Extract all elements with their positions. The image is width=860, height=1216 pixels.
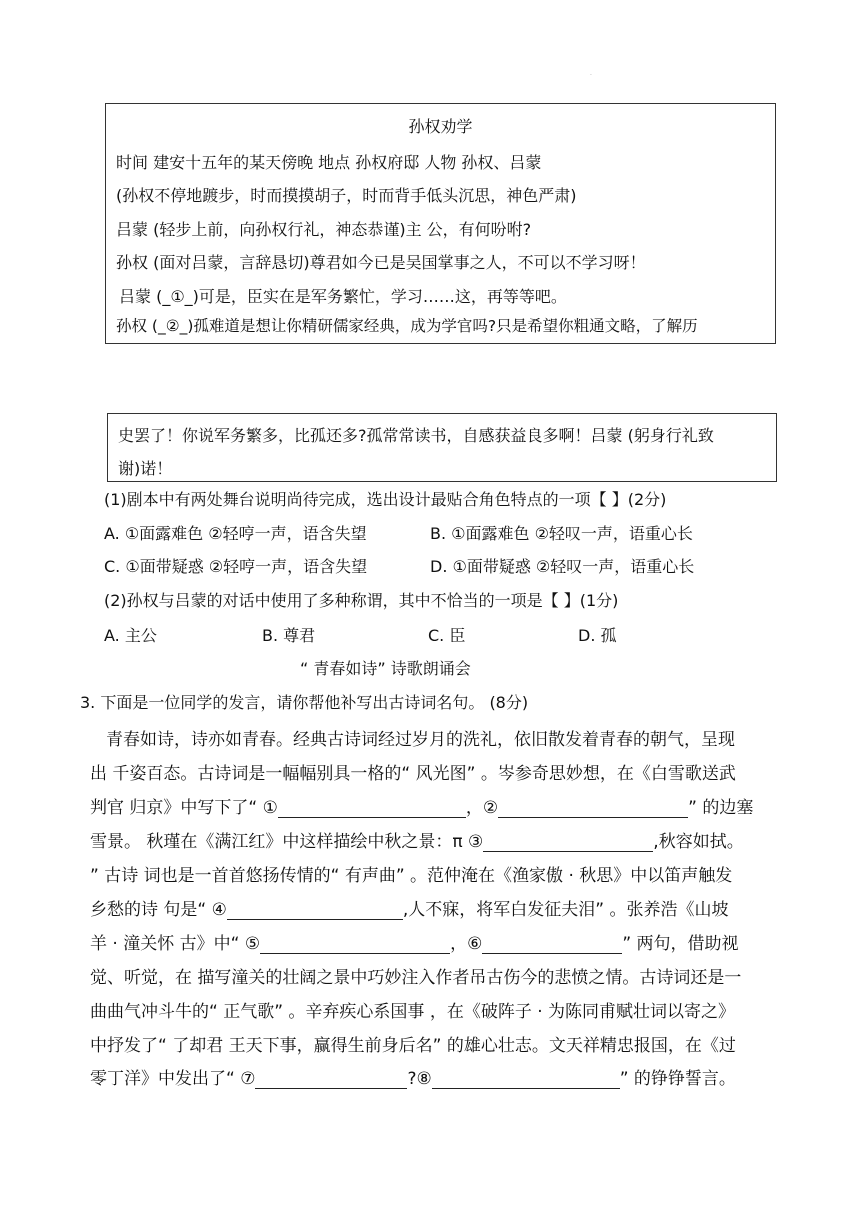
passage-line-7-text-a: 羊 · 潼关怀 古》中“ ⑤	[90, 934, 261, 954]
question-2: (2)孙权与吕蒙的对话中使用了多种称谓，其中不恰当的一项是【 】(1分)	[104, 591, 619, 610]
blank-8[interactable]	[432, 1070, 620, 1089]
blank-2[interactable]	[498, 799, 688, 818]
scan-speck: .	[590, 70, 592, 77]
passage-line-5: ” 古诗 词也是一首首悠扬传情的“ 有声曲” 。范仲淹在《渔家傲 · 秋思》中以笛声触发	[90, 866, 733, 886]
blank-1[interactable]	[278, 799, 466, 818]
passage-line-3-text-b: ，②	[465, 798, 499, 818]
script-line-4: 孙权 (_②_)孤难道是想让你精研儒家经典，成为学官吗?只是希望你粗通文略，了解历	[116, 317, 698, 335]
continuation-line-2: 谢)诺！	[118, 459, 173, 478]
question-1-option-c: C. ①面带疑惑 ②轻哼一声，语含失望	[104, 557, 368, 576]
passage-line-4-text-b: ,秋容如拭。	[653, 832, 744, 852]
question-3-prompt: 3. 下面是一位同学的发言，请你帮他补写出古诗词名句。 (8分)	[80, 693, 529, 712]
passage-line-6	[90, 895, 728, 920]
question-2-option-a: A. 主公	[104, 626, 157, 645]
passage-line-8: 觉、听觉，在 描写潼关的壮阔之景中巧妙注入作者吊古伤今的悲愤之情。古诗词还是一	[90, 968, 742, 988]
question-1-option-b: B. ①面露难色 ②轻叹一声，语重心长	[430, 524, 693, 543]
passage-line-11-text-c: ” 的铮铮誓言。	[619, 1069, 736, 1089]
blank-3[interactable]	[483, 833, 653, 852]
continuation-box	[107, 413, 777, 482]
script-stage-note: (孙权不停地踱步，时而摸摸胡子，时而背手低头沉思，神色严肃)	[116, 186, 577, 205]
blank-7[interactable]	[255, 1070, 407, 1089]
blank-5[interactable]	[260, 935, 450, 954]
passage-line-3-text-c: ” 的边塞	[688, 798, 754, 818]
passage-line-7-text-b: ，⑥	[450, 934, 483, 954]
question-2-option-d: D. 孤	[578, 626, 617, 645]
passage-line-10: 中抒发了“ 了却君 王天下事，赢得生前身后名” 的雄心壮志。文天祥精忠报国，在《过	[90, 1036, 736, 1056]
question-2-option-b: B. 尊君	[262, 626, 316, 645]
script-box	[105, 103, 776, 344]
passage-line-2: 出 千姿百态。古诗词是一幅幅别具一格的“ 风光图” 。岑参奇思妙想，在《白雪歌送武	[90, 764, 736, 784]
script-line-2: 孙权 (面对吕蒙，言辞恳切)尊君如今已是吴国掌事之人，不可以不学习呀！	[116, 253, 646, 272]
question-1-option-d: D. ①面带疑惑 ②轻叹一声，语重心长	[430, 557, 695, 576]
script-setting: 时间 建安十五年的某天傍晚 地点 孙权府邸 人物 孙权、吕蒙	[116, 153, 542, 172]
question-2-option-c: C. 臣	[428, 626, 466, 645]
blank-4[interactable]	[227, 901, 403, 920]
passage-line-11-text-b: ?⑧	[407, 1069, 432, 1089]
passage-line-6-text-b: ,人不寐，将军白发征夫泪” 。张养浩《山坡	[402, 900, 729, 920]
passage-line-6-text-a: 乡愁的诗 句是“ ④	[90, 900, 227, 920]
section-title: “ 青春如诗” 诗歌朗诵会	[300, 659, 471, 678]
passage-line-4-text-a: 雪景。 秋瑾在《满江红》中这样描绘中秋之景：π ③	[90, 832, 484, 852]
continuation-line-1: 史罢了！你说军务繁多，比孤还多?孤常常读书，自感获益良多啊！吕蒙 (躬身行礼致	[118, 426, 714, 445]
script-title: 孙权劝学	[408, 117, 473, 136]
passage-line-4	[90, 827, 744, 852]
passage-line-9: 曲曲气冲斗牛的“ 正气歌” 。辛弃疾心系国事 ，在《破阵子 · 为陈同甫赋壮词以寄之》	[90, 1002, 736, 1022]
passage-line-11	[90, 1064, 736, 1089]
passage-line-7-text-c: ” 两句，借助视	[622, 934, 739, 954]
blank-6[interactable]	[482, 935, 622, 954]
passage-line-1: 青春如诗，诗亦如青春。经典古诗词经过岁月的洗礼，依旧散发着青春的朝气，呈现	[106, 730, 735, 750]
passage-line-7	[90, 929, 739, 954]
passage-line-3	[90, 793, 753, 818]
passage-line-11-text-a: 零丁洋》中发出了“ ⑦	[90, 1069, 256, 1089]
passage-line-3-text-a: 判官 归京》中写下了“ ①	[90, 798, 278, 818]
script-line-3: 吕蒙 (_①_)可是，臣实在是军务繁忙，学习……这，再等等吧。	[119, 287, 567, 306]
question-1-option-a: A. ①面露难色 ②轻哼一声，语含失望	[104, 524, 367, 543]
script-line-1: 吕蒙 (轻步上前，向孙权行礼，神态恭谨)主 公，有何吩咐?	[116, 220, 532, 239]
question-1: (1)剧本中有两处舞台说明尚待完成，选出设计最贴合角色特点的一项【 】(2分)	[104, 490, 667, 509]
